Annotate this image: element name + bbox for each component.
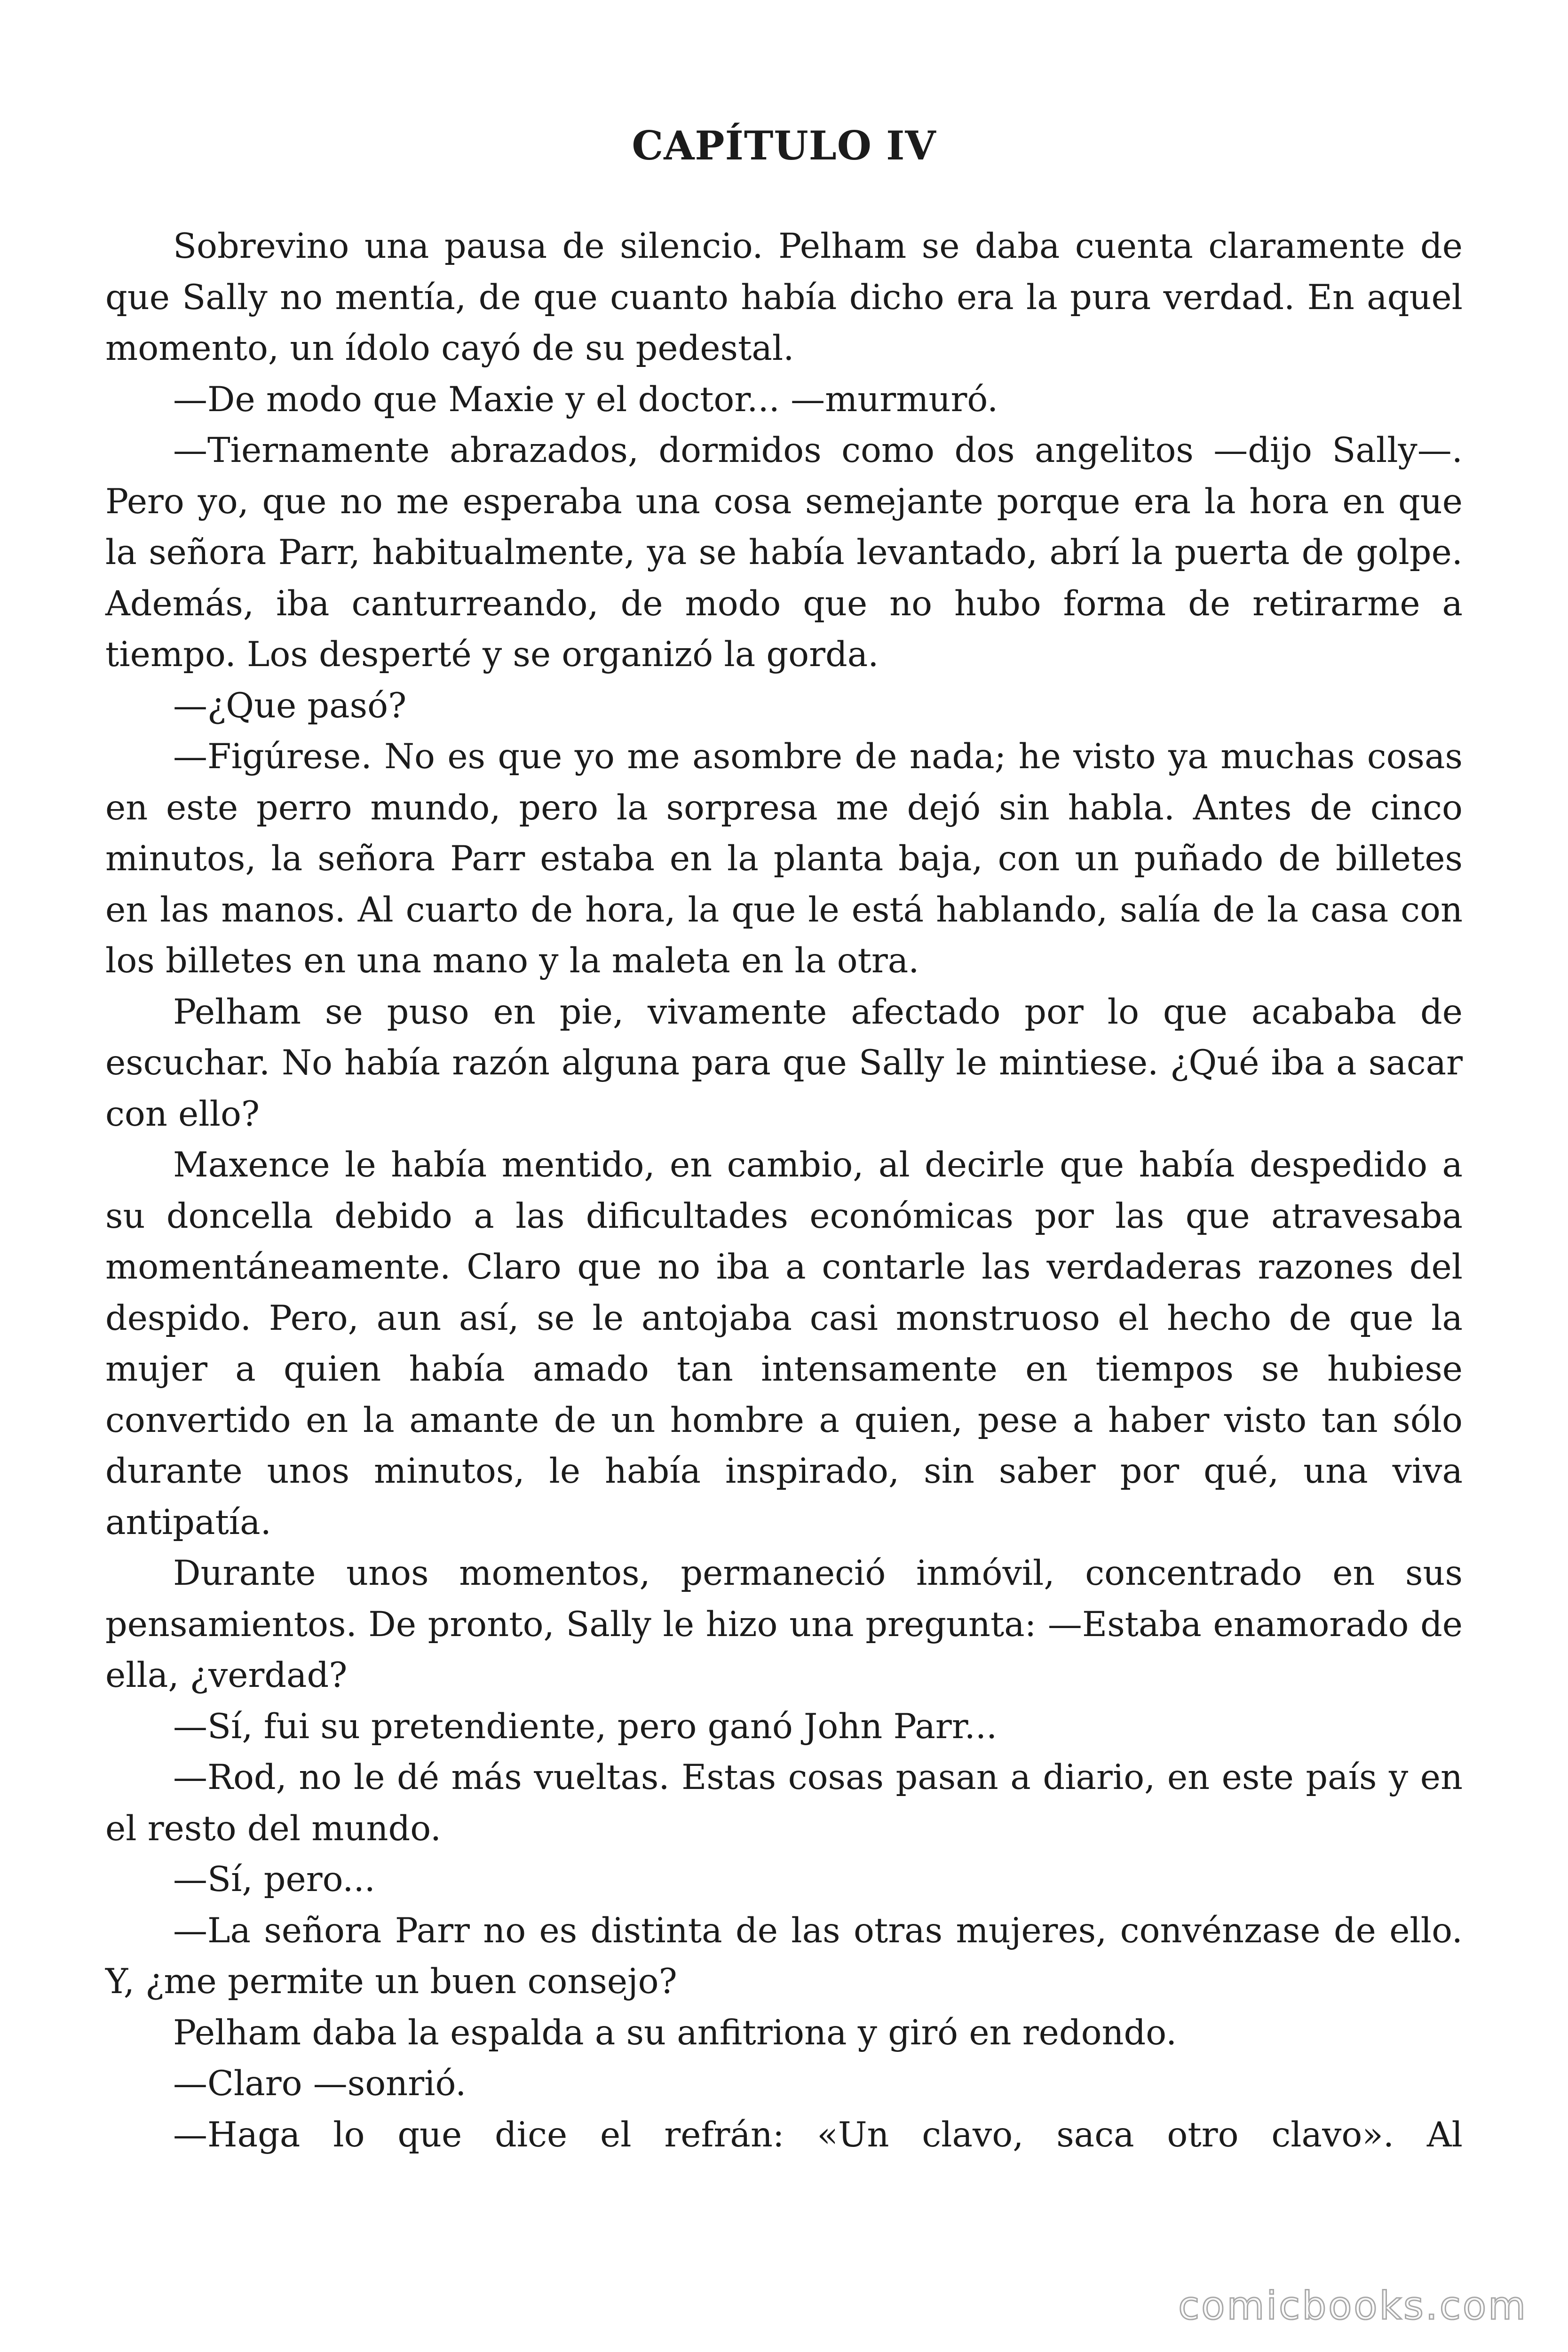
paragraph: Pelham daba la espalda a su anfitriona y giró en redondo. [173, 2012, 1177, 2053]
paragraph: Pelham se puso en pie, vivamente afectado por lo que acababa de escuchar. No había razón alguna para que Sally le mintiese. ¿Qué iba a sacar con ello? [105, 992, 1463, 1134]
chapter-title: CAPÍTULO IV [632, 122, 936, 169]
paragraph: —Claro —sonrió. [173, 2064, 467, 2104]
paragraph: —Sí, fui su pretendiente, pero ganó John Parr... [173, 1706, 998, 1747]
paragraph: —¿Que pasó? [173, 685, 407, 726]
paragraph: —Tiernamente abrazados, dormidos como dos angelitos —dijo Sally—. Pero yo, que no me esperaba una cosa semejante porque era la hora en que la señora Parr, habitualmente, ya se había levantado, abrí la puerta de golpe. Además, iba canturreando, de modo que no hubo forma de retirarme a tiempo. Los desperté y se organizó la gorda. [105, 430, 1463, 675]
paragraph: Maxence le había mentido, en cambio, al decirle que había despedido a su doncella debido a las dificultades económicas por las que atravesaba momentáneamente. Claro que no iba a contarle las verdaderas razones del despido. Pero, aun así, se le antojaba casi monstruoso el hecho de que la mujer a quien había amado tan intensamente en tiempos se hubiese convertido en la amante de un hombre a quien, pese a haber visto tan sólo durante unos minutos, le había inspirado, sin saber por qué, una viva antipatía. [105, 1145, 1463, 1542]
watermark: comicbooks.com [1178, 2284, 1528, 2328]
paragraph: —Figúrese. No es que yo me asombre de nada; he visto ya muchas cosas en este perro mundo, pero la sorpresa me dejó sin habla. Antes de cinco minutos, la señora Parr estaba en la planta baja, con un puñado de billetes en las manos. Al cuarto de hora, la que le está hablando, salía de la casa con los billetes en una mano y la maleta en la otra. [105, 737, 1463, 981]
paragraph: —Haga lo que dice el refrán: «Un clavo, saca otro clavo». Al [173, 2114, 1463, 2155]
paragraph: Sobrevino una pausa de silencio. Pelham se daba cuenta claramente de que Sally no mentía, de que cuanto había dicho era la pura verdad. En aquel momento, un ídolo cayó de su pedestal. [105, 226, 1463, 368]
paragraph: —De modo que Maxie y el doctor... —murmuró. [173, 379, 998, 420]
paragraph: Durante unos momentos, permaneció inmóvil, concentrado en sus pensamientos. De pronto, Sally le hizo una pregunta: —Estaba enamorado de ella, ¿verdad? [105, 1553, 1463, 1695]
paragraph: —La señora Parr no es distinta de las otras mujeres, convénzase de ello. Y, ¿me permite un buen consejo? [105, 1910, 1463, 2002]
paragraph: —Rod, no le dé más vueltas. Estas cosas pasan a diario, en este país y en el resto del mundo. [105, 1757, 1463, 1849]
chapter-text [105, 221, 1463, 2161]
paragraph: —Sí, pero... [173, 1859, 375, 1899]
